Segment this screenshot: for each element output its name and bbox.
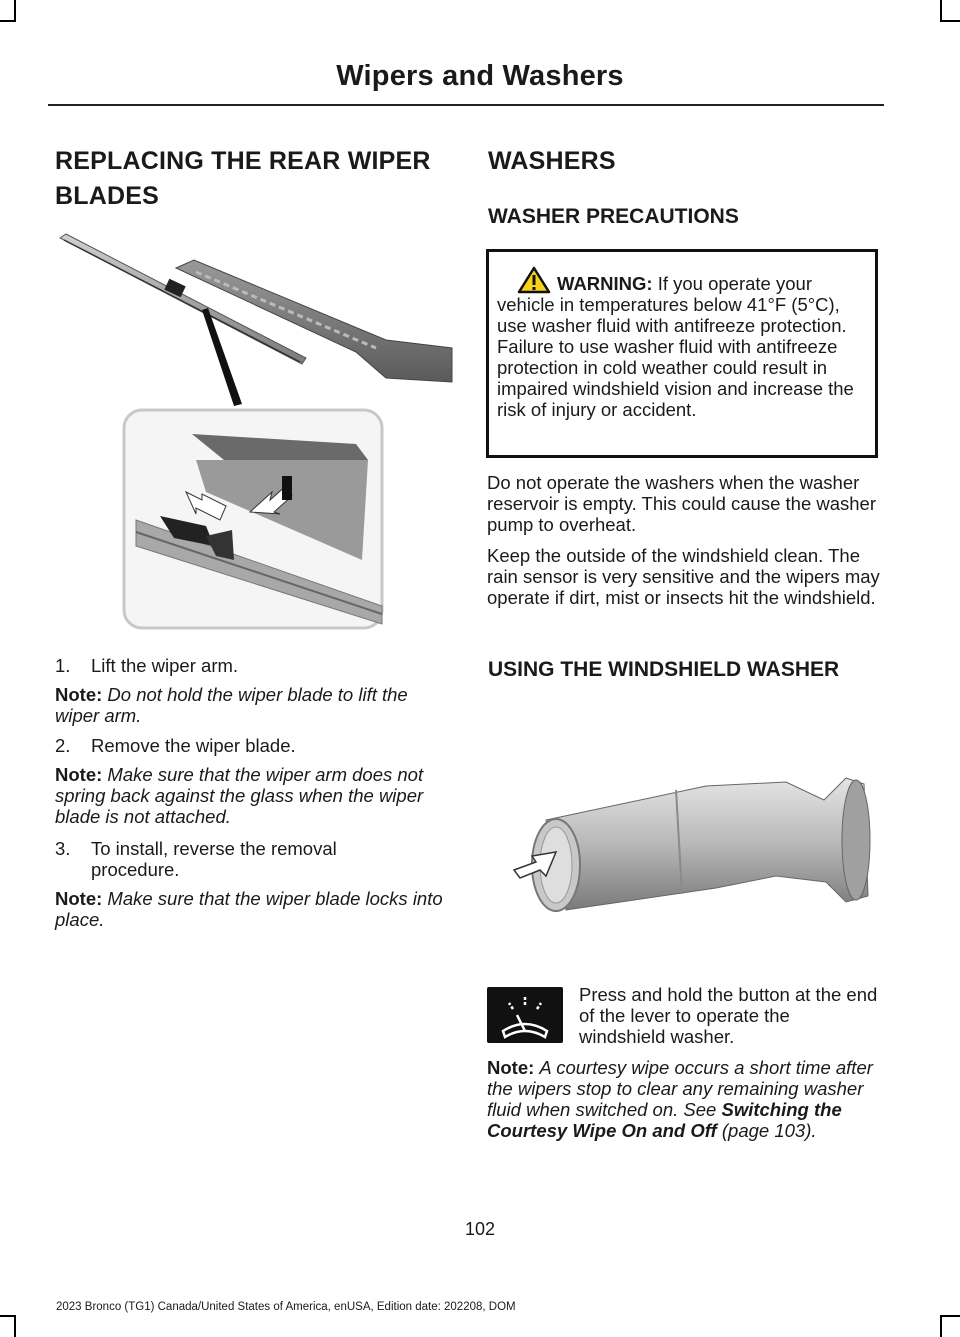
rear-wiper-heading: REPLACING THE REAR WIPER BLADES (55, 147, 431, 210)
warning-icon (517, 266, 551, 292)
para-reservoir: Do not operate the washers when the washer reservoir is empty. This could cause the washer pump to overheat. (487, 472, 877, 535)
crop-mark (0, 1315, 16, 1317)
title-rule (48, 104, 884, 106)
rear-wiper-illustration (56, 230, 454, 634)
page-title: Wipers and Washers (336, 60, 624, 92)
using-washer-heading: USING THE WINDSHIELD WASHER (488, 658, 840, 681)
crop-mark (940, 1315, 942, 1337)
washer-instruction: Press and hold the button at the end of the lever to operate the windshield washer. (579, 984, 878, 1047)
crop-mark (14, 1315, 16, 1337)
cross-reference-link[interactable]: Switching the Courtesy Wipe On and Off (487, 1099, 842, 1141)
note-2: Note: Make sure that the wiper arm does not spring back against the glass when the wiper blade is not attached. (55, 764, 424, 827)
note-3: Note: Make sure that the wiper blade locks into place. (55, 888, 443, 930)
washers-heading: WASHERS (488, 147, 616, 175)
crop-mark (940, 0, 942, 22)
page-number: 102 (464, 1219, 496, 1239)
windshield-washer-icon (487, 987, 563, 1043)
washer-precautions-heading: WASHER PRECAUTIONS (488, 205, 739, 228)
crop-mark (14, 0, 16, 22)
crop-mark (940, 20, 960, 22)
warning-text: If you operate your vehicle in temperatures below 41°F (5°C), use washer fluid with antifreeze protection. Failure to use washer fluid with antifreeze protection in cold weather could result in impaired windshield vision and increase the risk of injury or accident. (497, 273, 854, 420)
crop-mark (0, 20, 16, 22)
wiper-lever-illustration (506, 770, 876, 920)
courtesy-wipe-note: Note: A courtesy wipe occurs a short time after the wipers stop to clear any remaining washer fluid when switched on. See Switching the Courtesy Wipe On and Off (page 103). (487, 1057, 873, 1141)
crop-mark (940, 1315, 960, 1317)
warning-label: WARNING: (557, 273, 653, 294)
step-2: 2. Remove the wiper blade. (55, 735, 296, 756)
note-1: Note: Do not hold the wiper blade to lift the wiper arm. (55, 684, 408, 726)
para-rain-sensor: Keep the outside of the windshield clean. The rain sensor is very sensitive and the wipers may operate if dirt, mist or insects hit the windshield. (487, 545, 880, 608)
warning-box (486, 249, 878, 458)
edition-info: 2023 Bronco (TG1) Canada/United States of America, enUSA, Edition date: 202208, DOM (56, 1301, 516, 1313)
step-1: 1. Lift the wiper arm. (55, 655, 239, 676)
step-3: 3. To install, reverse the removal procedure. (55, 838, 337, 880)
